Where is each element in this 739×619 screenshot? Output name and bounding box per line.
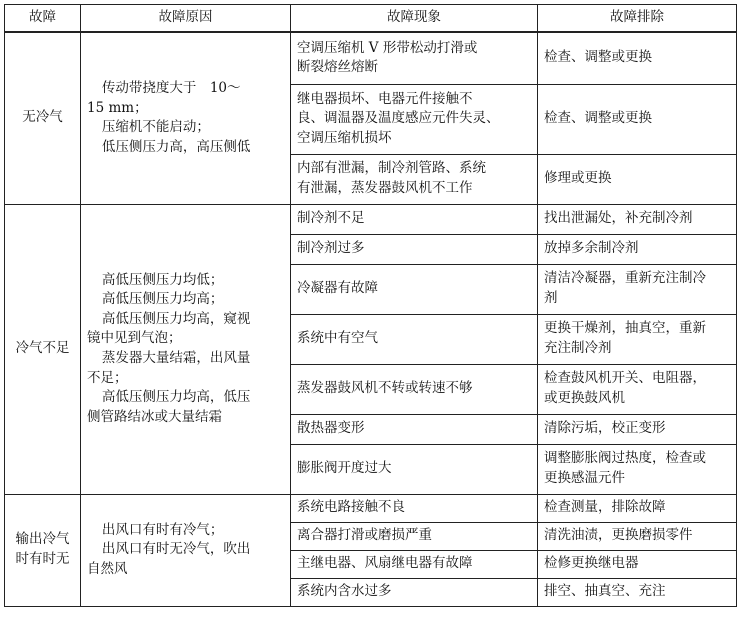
phenomenon-cell: 内部有泄漏，制冷剂管路、系统 有泄漏，蒸发器鼓风机不工作 xyxy=(291,154,538,204)
phenomenon-cell: 系统电路接触不良 xyxy=(291,494,538,522)
fix-cell: 清除污垢，校正变形 xyxy=(538,414,737,444)
fix-cell: 排空、抽真空、充注 xyxy=(538,578,737,606)
header-fix: 故障排除 xyxy=(538,5,737,33)
fix-cell: 清洗油渍，更换磨损零件 xyxy=(538,522,737,550)
phenomenon-cell: 蒸发器鼓风机不转或转速不够 xyxy=(291,364,538,414)
fault-table xyxy=(4,4,737,607)
fix-cell: 放掉多余制冷剂 xyxy=(538,234,737,264)
header-cause: 故障原因 xyxy=(81,5,291,33)
fault-cell: 冷气不足 xyxy=(5,204,81,494)
cause-cell: 出风口有时有冷气； 出风口有时无冷气，吹出 自然风 xyxy=(81,494,291,606)
fault-cell: 输出冷气 时有时无 xyxy=(5,494,81,606)
phenomenon-cell: 主继电器、风扇继电器有故障 xyxy=(291,550,538,578)
phenomenon-cell: 空调压缩机 V 形带松动打滑或 断裂熔丝熔断 xyxy=(291,32,538,84)
phenomenon-cell: 离合器打滑或磨损严重 xyxy=(291,522,538,550)
table-row xyxy=(5,32,737,84)
fault-cell: 无冷气 xyxy=(5,32,81,204)
fix-cell: 检查测量，排除故障 xyxy=(538,494,737,522)
fix-cell: 检查、调整或更换 xyxy=(538,32,737,84)
phenomenon-cell: 制冷剂不足 xyxy=(291,204,538,234)
table-row xyxy=(5,204,737,234)
fix-cell: 修理或更换 xyxy=(538,154,737,204)
fix-cell: 调整膨胀阀过热度，检查或 更换感温元件 xyxy=(538,444,737,494)
fix-cell: 更换干燥剂，抽真空，重新 充注制冷剂 xyxy=(538,314,737,364)
fix-cell: 检修更换继电器 xyxy=(538,550,737,578)
phenomenon-cell: 系统中有空气 xyxy=(291,314,538,364)
phenomenon-cell: 冷凝器有故障 xyxy=(291,264,538,314)
fix-cell: 检查、调整或更换 xyxy=(538,84,737,154)
fix-cell: 清洁冷凝器，重新充注制冷 剂 xyxy=(538,264,737,314)
phenomenon-cell: 继电器损坏、电器元件接触不 良、调温器及温度感应元件失灵、 空调压缩机损坏 xyxy=(291,84,538,154)
phenomenon-cell: 系统内含水过多 xyxy=(291,578,538,606)
phenomenon-cell: 膨胀阀开度过大 xyxy=(291,444,538,494)
phenomenon-cell: 散热器变形 xyxy=(291,414,538,444)
fix-cell: 找出泄漏处，补充制冷剂 xyxy=(538,204,737,234)
table-row xyxy=(5,494,737,522)
fix-cell: 检查鼓风机开关、电阻器， 或更换鼓风机 xyxy=(538,364,737,414)
header-row xyxy=(5,5,737,33)
cause-cell: 传动带挠度大于 10～ 15 mm； 压缩机不能启动； 低压侧压力高，高压侧低 xyxy=(81,32,291,204)
cause-cell: 高低压侧压力均低； 高低压侧压力均高； 高低压侧压力均高，窥视 镜中见到气泡； 蒸发器大量结霜，出风量 不足； 高低压侧压力均高，低压 侧管路结冰或大量结霜 xyxy=(81,204,291,494)
phenomenon-cell: 制冷剂过多 xyxy=(291,234,538,264)
header-phenomenon: 故障现象 xyxy=(291,5,538,33)
header-fault: 故障 xyxy=(5,5,81,33)
